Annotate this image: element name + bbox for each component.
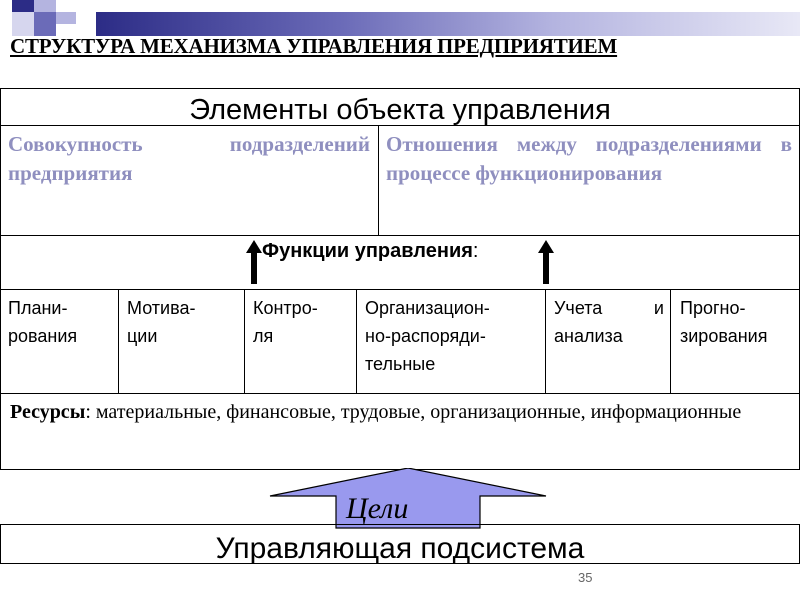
divider <box>378 125 379 236</box>
goals-label: Цели <box>346 492 409 525</box>
function-control: Контро- ля <box>253 298 318 346</box>
object-left-cell: Совокупность подразделений предприятия <box>8 132 370 185</box>
divider <box>244 289 245 394</box>
managing-subsystem-label: Управляющая подсистема <box>215 532 585 565</box>
header-gradient-bar <box>96 12 800 36</box>
divider <box>545 289 546 394</box>
divider <box>118 289 119 394</box>
decor-square <box>12 0 34 12</box>
divider <box>670 289 671 394</box>
object-elements-heading: Элементы объекта управления <box>189 94 611 126</box>
decor-square <box>12 12 34 36</box>
decor-square <box>34 0 56 12</box>
decor-square <box>56 12 76 24</box>
function-forecasting: Прогно- зирования <box>680 298 768 346</box>
decor-square <box>34 12 56 36</box>
up-arrow-icon <box>246 240 262 284</box>
function-planning: Плани- рования <box>8 298 78 346</box>
resources-text: Ресурсы: материальные, финансовые, трудовые, организационные, информационные <box>10 401 742 423</box>
function-motivation: Мотива- ции <box>127 298 196 346</box>
object-right-cell: Отношения между подразделениями в процессе функционирования <box>386 132 792 185</box>
slide-title: СТРУКТУРА МЕХАНИЗМА УПРАВЛЕНИЯ ПРЕДПРИЯТИЕМ <box>10 34 618 58</box>
function-accounting: Учета и анализа <box>554 298 664 346</box>
divider <box>356 289 357 394</box>
page-number: 35 <box>578 570 593 585</box>
up-arrow-icon <box>538 240 554 284</box>
functions-heading: Функции управления: <box>262 240 479 262</box>
function-organizational: Организацион- но-распоряди- тельные <box>365 298 490 374</box>
